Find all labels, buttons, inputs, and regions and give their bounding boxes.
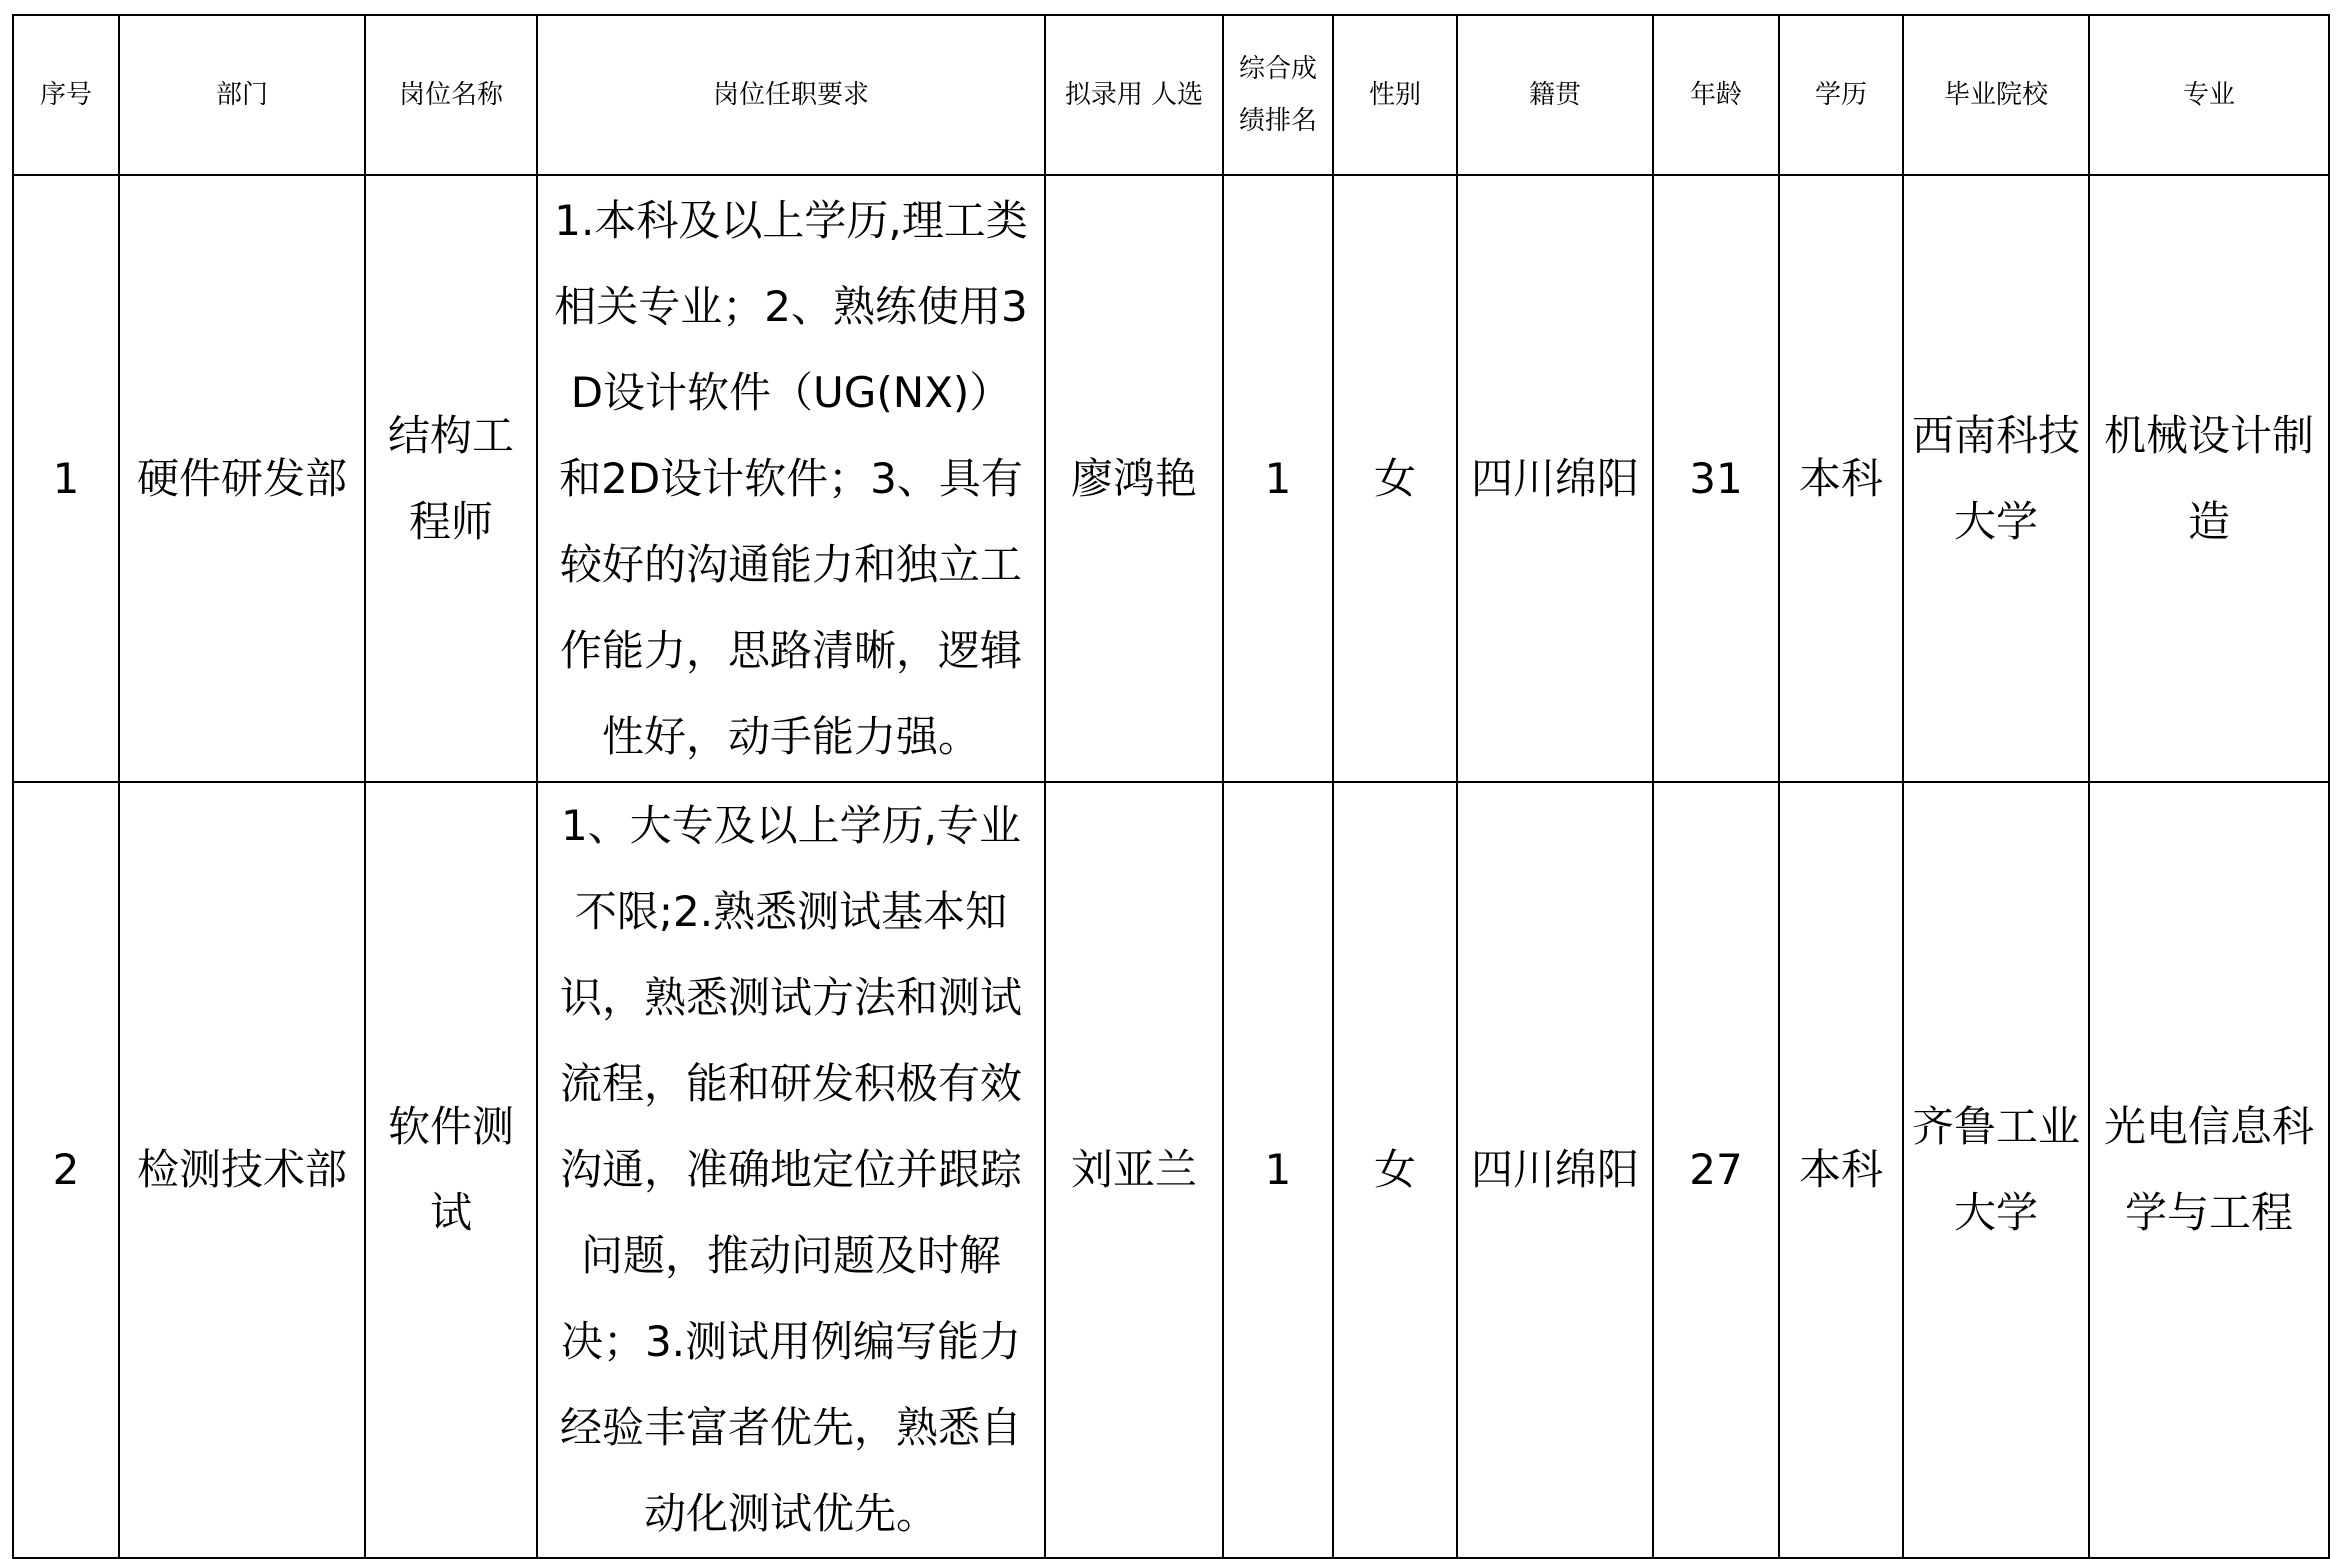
- cell-requirements: [537, 782, 1045, 1558]
- header-seq: 序号: [13, 15, 119, 175]
- header-position: 岗位名称: [365, 15, 537, 175]
- cell-major: 光电信息科学与工程: [2089, 782, 2329, 1558]
- header-major: 专业: [2089, 15, 2329, 175]
- header-age: 年龄: [1653, 15, 1779, 175]
- cell-origin: 四川绵阳: [1457, 175, 1653, 782]
- header-school: 毕业院校: [1903, 15, 2089, 175]
- requirements-text: 1.本科及以上学历,理工类相关专业；2、熟练使用3D设计软件（UG(NX)）和2D设计软件；3、具有较好的沟通能力和独立工作能力，思路清晰，逻辑性好，动手能力强。: [554, 195, 1028, 761]
- header-row: [13, 15, 2329, 175]
- header-candidate: 拟录用 人选: [1045, 15, 1223, 175]
- cell-gender: 女: [1333, 782, 1457, 1558]
- cell-education: 本科: [1779, 782, 1903, 1558]
- header-requirements: 岗位任职要求: [537, 15, 1045, 175]
- cell-gender: 女: [1333, 175, 1457, 782]
- cell-age: 31: [1653, 175, 1779, 782]
- recruitment-table: [12, 14, 2330, 1559]
- header-education: 学历: [1779, 15, 1903, 175]
- cell-position: 软件测试: [365, 782, 537, 1558]
- cell-age: 27: [1653, 782, 1779, 1558]
- cell-school: 西南科技大学: [1903, 175, 2089, 782]
- cell-education: 本科: [1779, 175, 1903, 782]
- cell-position: 结构工程师: [365, 175, 537, 782]
- cell-candidate: 刘亚兰: [1045, 782, 1223, 1558]
- cell-candidate: 廖鸿艳: [1045, 175, 1223, 782]
- table-row: [13, 175, 2329, 782]
- table-row: [13, 782, 2329, 1558]
- cell-requirements: [537, 175, 1045, 782]
- requirements-text: 1、大专及以上学历,专业不限;2.熟悉测试基本知识，熟悉测试方法和测试流程，能和研发积极有效沟通，准确地定位并跟踪问题，推动问题及时解决；3.测试用例编写能力经验丰富者优先，熟悉自动化测试优先。: [559, 801, 1022, 1538]
- header-dept: 部门: [119, 15, 365, 175]
- cell-rank: 1: [1223, 782, 1333, 1558]
- cell-rank: 1: [1223, 175, 1333, 782]
- cell-dept: 检测技术部: [119, 782, 365, 1558]
- cell-seq: 1: [13, 175, 119, 782]
- cell-origin: 四川绵阳: [1457, 782, 1653, 1558]
- cell-major: 机械设计制造: [2089, 175, 2329, 782]
- cell-seq: 2: [13, 782, 119, 1558]
- header-gender: 性别: [1333, 15, 1457, 175]
- cell-school: 齐鲁工业大学: [1903, 782, 2089, 1558]
- header-origin: 籍贯: [1457, 15, 1653, 175]
- header-rank: 综合成绩排名: [1223, 15, 1333, 175]
- cell-dept: 硬件研发部: [119, 175, 365, 782]
